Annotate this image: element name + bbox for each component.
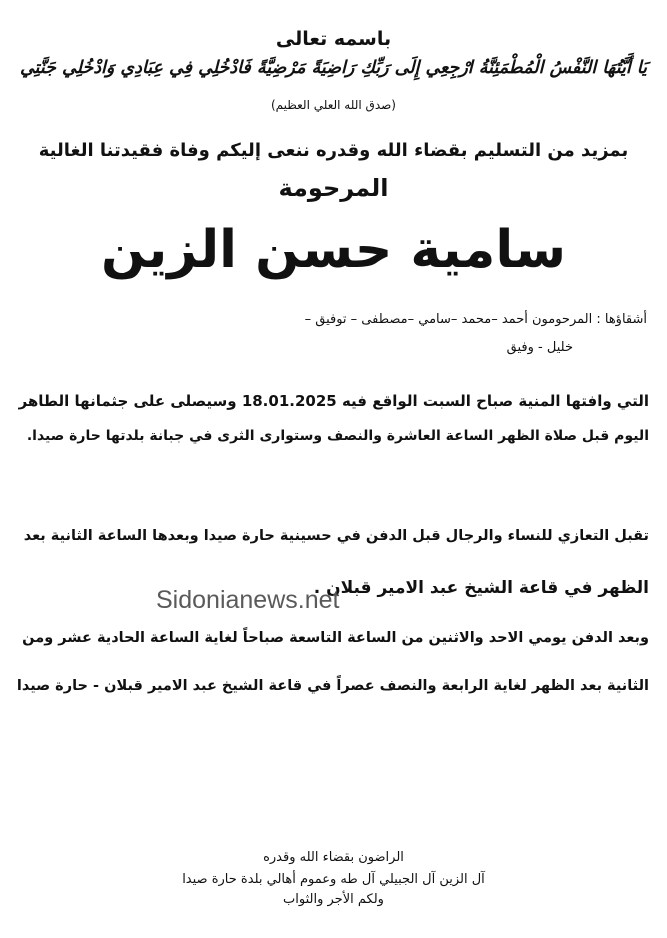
footer-line-1: الراضون بقضاء الله وقدره <box>263 850 404 865</box>
quran-verse: يَا أَيَّتُهَا النَّفْسُ الْمُطْمَئِنَّةُ ارْجِعِي إِلَى رَبِّكِ رَاضِيَةً مَرْضِيَّةً فَادْخُلِي فِي عِبَادِي وَادْخُلِي جَنَّتِي <box>19 58 648 78</box>
footer-line-3: ولكم الأجر والثواب <box>283 892 384 907</box>
announcement-line: بمزيد من التسليم بقضاء الله وقدره ننعى إليكم وفاة فقيدتنا الغالية <box>38 140 629 161</box>
deceased-name: سامية حسن الزين <box>100 220 567 280</box>
siblings-line-1: أشقاؤها : المرحومون أحمد –محمد –سامي –مصطفى – توفيق – <box>304 312 647 327</box>
after-burial-line-2: الثانية بعد الظهر لغاية الرابعة والنصف عصراً في قاعة الشيخ عبد الامير قبلان - حارة صيدا <box>16 678 649 694</box>
death-notice-line-1: التي وافتها المنية صباح السبت الواقع فيه 18.01.2025 وسيصلى على جثمانها الطاهر <box>18 392 649 410</box>
watermark-text: Sidonianews.net <box>156 586 340 614</box>
deceased-title: المرحومة <box>278 174 389 202</box>
basmala-heading: باسمه تعالى <box>275 28 392 50</box>
after-burial-line-1: وبعد الدفن يومي الاحد والاثنين من الساعة التاسعة صباحاً لغاية الساعة الحادية عشر ومن <box>22 630 649 646</box>
condolence-line-2: الظهر في قاعة الشيخ عبد الامير قبلان . <box>313 578 649 598</box>
footer-families: آل الزين آل الجبيلي آل طه وعموم أهالي بلدة حارة صيدا <box>182 872 485 887</box>
death-notice-line-2: اليوم قبل صلاة الظهر الساعة العاشرة والنصف وستوارى الثرى في جبانة بلدتها حارة صيدا. <box>26 428 649 444</box>
verse-source: (صدق الله العلي العظيم) <box>271 98 396 112</box>
siblings-line-2: خليل - وفيق <box>506 340 573 355</box>
condolence-line-1: تقبل التعازي للنساء والرجال قبل الدفن في حسينية حارة صيدا وبعدها الساعة الثانية بعد <box>23 528 649 544</box>
